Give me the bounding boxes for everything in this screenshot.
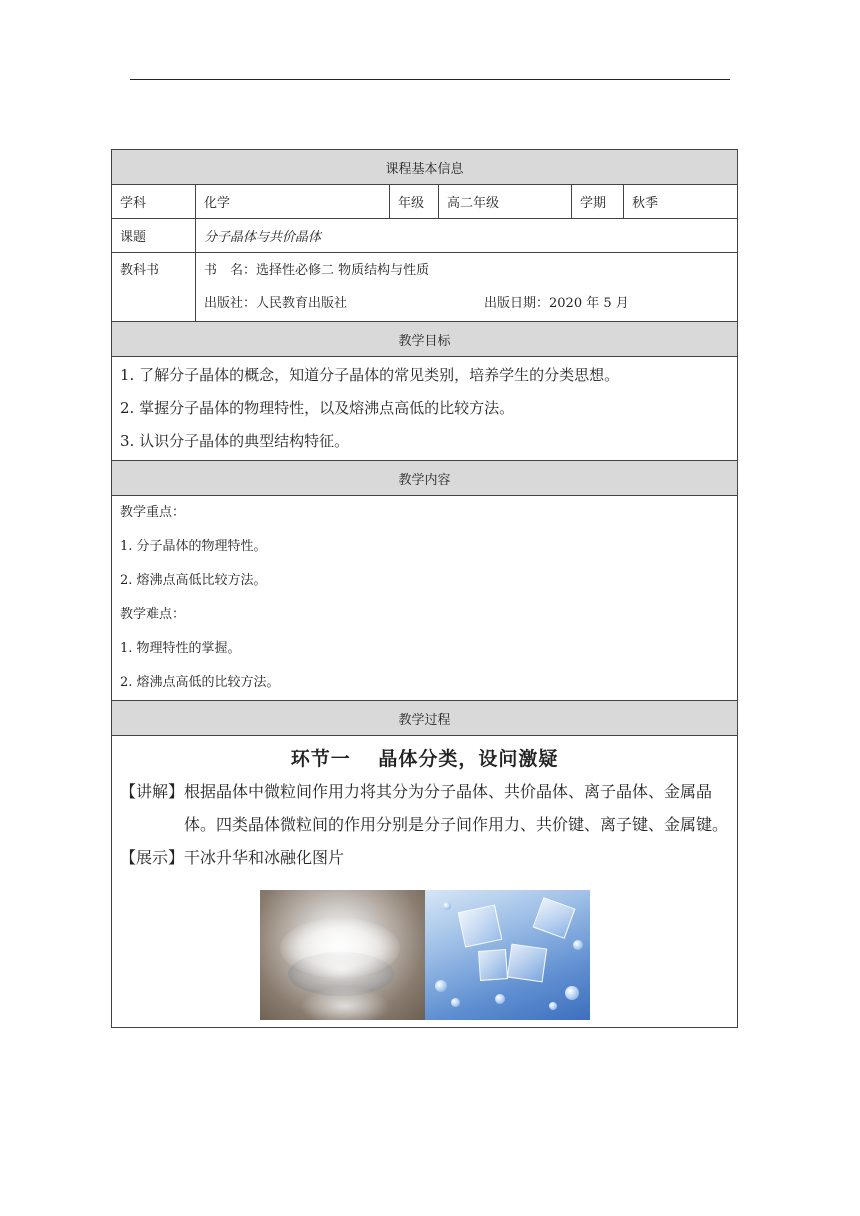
topic-value: 分子晶体与共价晶体 [196, 219, 738, 253]
subject-label: 学科 [112, 185, 196, 219]
key-point-item: 2. 熔沸点高低比较方法。 [120, 573, 267, 588]
objective-item: 3. 认识分子晶体的典型结构特征。 [120, 432, 350, 450]
subject-value: 化学 [196, 185, 390, 219]
textbook-publisher: 出版社：人民教育出版社 [204, 296, 348, 311]
textbook-name: 书 名：选择性必修二 物质结构与性质 [204, 263, 430, 278]
images-row [120, 890, 729, 1020]
dry-ice-image [260, 890, 425, 1020]
explain-item [120, 775, 729, 841]
textbook-publish-line [204, 287, 729, 320]
show-text: 干冰升华和冰融化图片 [184, 848, 345, 867]
difficult-point-item: 1. 物理特性的掌握。 [120, 641, 241, 656]
textbook-label: 教科书 [112, 253, 196, 322]
key-point-item: 1. 分子晶体的物理特性。 [120, 539, 267, 554]
term-value: 秋季 [624, 185, 738, 219]
term-label: 学期 [572, 185, 624, 219]
section-title: 环节一 晶体分类，设问激疑 [290, 748, 559, 770]
difficult-points-title: 教学难点： [120, 607, 186, 622]
textbook-info [196, 253, 738, 322]
objective-item: 2. 掌握分子晶体的物理特性，以及熔沸点高低的比较方法。 [120, 399, 515, 417]
objectives-body [112, 357, 738, 461]
difficult-point-item: 2. 熔沸点高低的比较方法。 [120, 675, 280, 690]
header-rule [130, 79, 730, 80]
content-header: 教学内容 [112, 461, 738, 496]
objective-item: 1. 了解分子晶体的概念，知道分子晶体的常见类别，培养学生的分类思想。 [120, 366, 620, 384]
basic-info-header: 课程基本信息 [112, 150, 738, 185]
topic-label: 课题 [112, 219, 196, 253]
lesson-plan-table [111, 149, 738, 1028]
objectives-header: 教学目标 [112, 322, 738, 357]
content-body [112, 496, 738, 701]
show-item [120, 841, 729, 874]
show-tag: 【展示】 [120, 848, 185, 867]
process-header: 教学过程 [112, 701, 738, 736]
grade-value: 高二年级 [439, 185, 572, 219]
key-points-title: 教学重点： [120, 505, 186, 520]
explain-tag: 【讲解】 [120, 782, 185, 801]
grade-label: 年级 [390, 185, 439, 219]
textbook-date: 出版日期：2020 年 5 月 [484, 296, 629, 311]
process-body [112, 736, 738, 1028]
ice-melting-image [425, 890, 590, 1020]
explain-text: 根据晶体中微粒间作用力将其分为分子晶体、共价晶体、离子晶体、金属晶体。四类晶体微粒间的作用分别是分子间作用力、共价键、离子键、金属键。 [184, 782, 729, 834]
